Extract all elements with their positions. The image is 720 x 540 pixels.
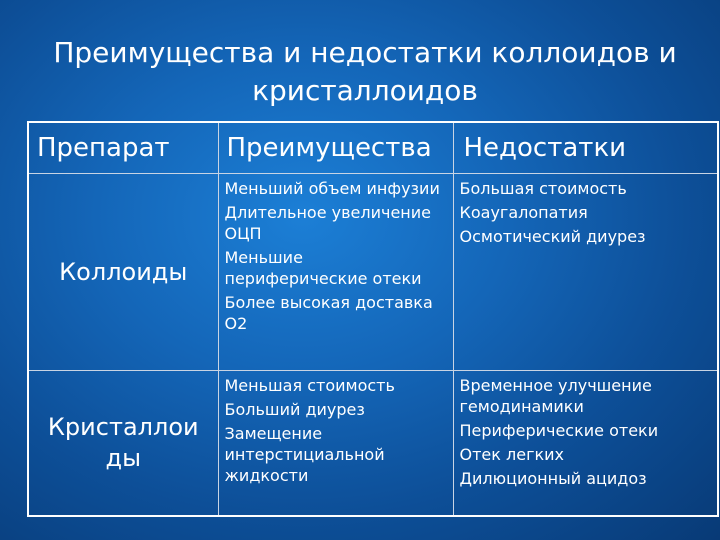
table-header-row (28, 122, 718, 174)
disadvantage-item: Большая стоимость (459, 179, 627, 198)
advantage-item: Меньшая стоимость (224, 376, 395, 395)
header-advantages: Преимущества (218, 122, 453, 174)
comparison-table (27, 121, 719, 517)
disadvantage-item: Осмотический диурез (459, 227, 646, 246)
drug-name-colloids: Коллоиды (28, 174, 218, 371)
slide-title-line-2: кристаллоидов (252, 74, 478, 107)
disadvantage-item: Периферические отеки (459, 421, 659, 440)
advantage-item: Замещение интерстициальной жидкости (224, 424, 385, 485)
drug-name-crystalloids-line-2: ды (105, 444, 142, 472)
slide-title (20, 34, 710, 110)
advantage-item: Более высокая доставка О2 (224, 293, 433, 333)
table-row-crystalloids (28, 371, 718, 517)
drug-name-crystalloids-line-1: Кристаллои (47, 413, 199, 441)
drug-name-crystalloids (28, 371, 218, 517)
advantages-cell-colloids (218, 174, 453, 371)
advantage-item: Меньший объем инфузии (224, 179, 440, 198)
advantage-item: Меньшие периферические отеки (224, 248, 422, 288)
slide-title-line-1: Преимущества и недостатки коллоидов и (53, 36, 677, 69)
advantages-cell-crystalloids (218, 371, 453, 517)
advantage-item: Длительное увеличение ОЦП (224, 203, 431, 243)
disadvantages-cell-colloids (453, 174, 718, 371)
disadvantage-item: Коаугалопатия (459, 203, 588, 222)
advantage-item: Больший диурез (224, 400, 365, 419)
disadvantage-item: Временное улучшение гемодинамики (459, 376, 652, 416)
header-drug: Препарат (28, 122, 218, 174)
disadvantages-cell-crystalloids (453, 371, 718, 517)
table-row-colloids (28, 174, 718, 371)
disadvantage-item: Дилюционный ацидоз (459, 469, 647, 488)
header-disadvantages: Недостатки (453, 122, 718, 174)
disadvantage-item: Отек легких (459, 445, 565, 464)
